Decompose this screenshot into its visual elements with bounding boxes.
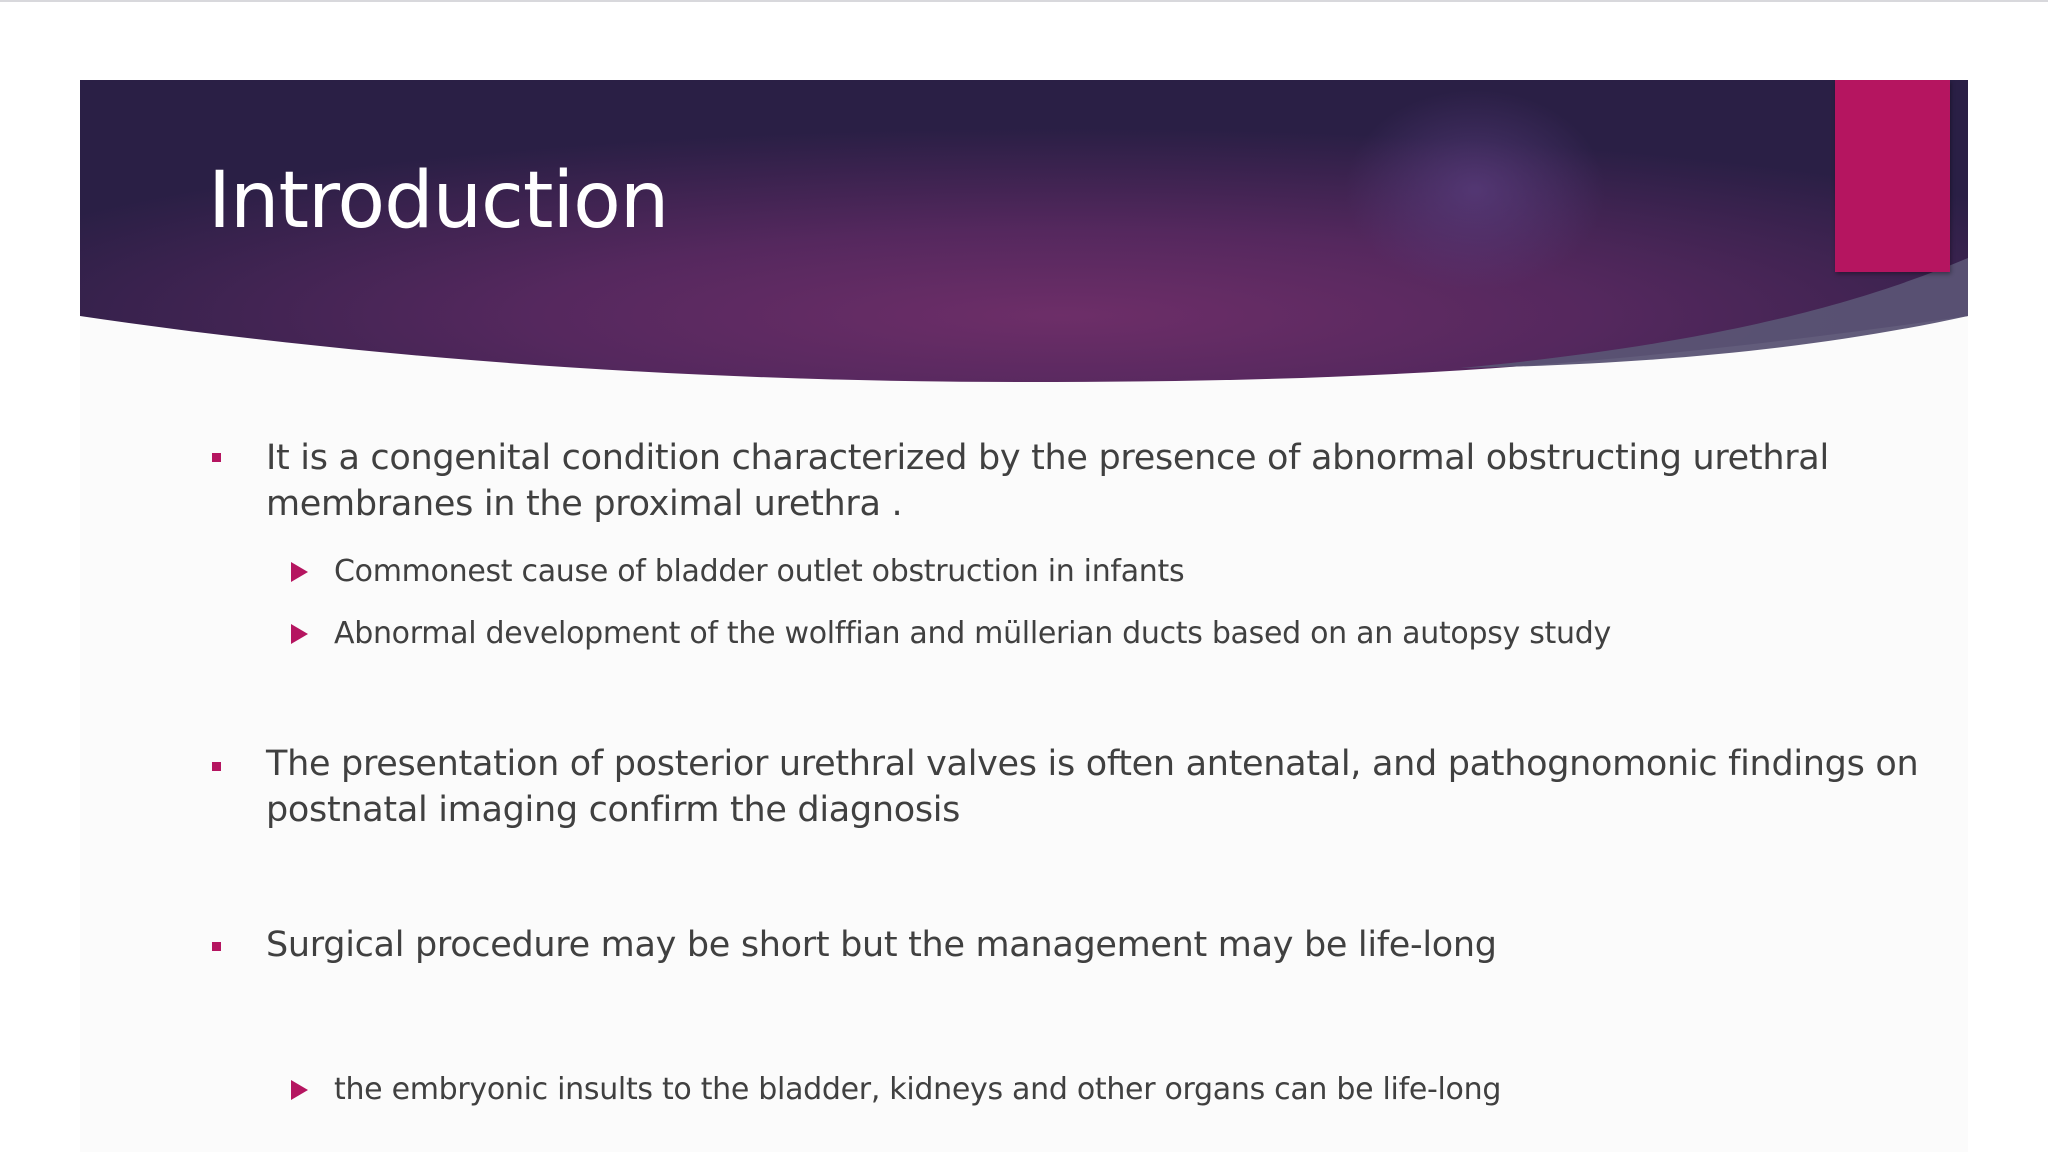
triangle-bullet-icon — [291, 562, 308, 582]
sub-bullet-item-1-2: Abnormal development of the wolffian and müllerian ducts based on an autopsy study — [334, 616, 1611, 651]
slide-body — [80, 80, 1968, 1152]
sub-bullet-item-1-1: Commonest cause of bladder outlet obstruction in infants — [334, 554, 1185, 589]
triangle-bullet-icon — [291, 1080, 308, 1100]
triangle-bullet-icon — [291, 624, 308, 644]
sub-bullet-item-3-1: the embryonic insults to the bladder, kidneys and other organs can be life-long — [334, 1072, 1502, 1107]
bullet-item-2: The presentation of posterior urethral valves is often antenatal, and pathognomonic findings on postnatal imaging confirm the diagnosis — [266, 744, 1919, 830]
square-bullet-icon — [212, 453, 221, 462]
bullet-item-3: Surgical procedure may be short but the management may be life-long — [266, 925, 1497, 965]
slide — [80, 80, 1968, 1152]
bullet-item-1: It is a congenital condition characterized by the presence of abnormal obstructing urethral membranes in the proximal urethra . — [266, 438, 1829, 524]
square-bullet-icon — [212, 942, 221, 951]
square-bullet-icon — [212, 762, 221, 771]
slide-title: Introduction — [208, 156, 669, 246]
